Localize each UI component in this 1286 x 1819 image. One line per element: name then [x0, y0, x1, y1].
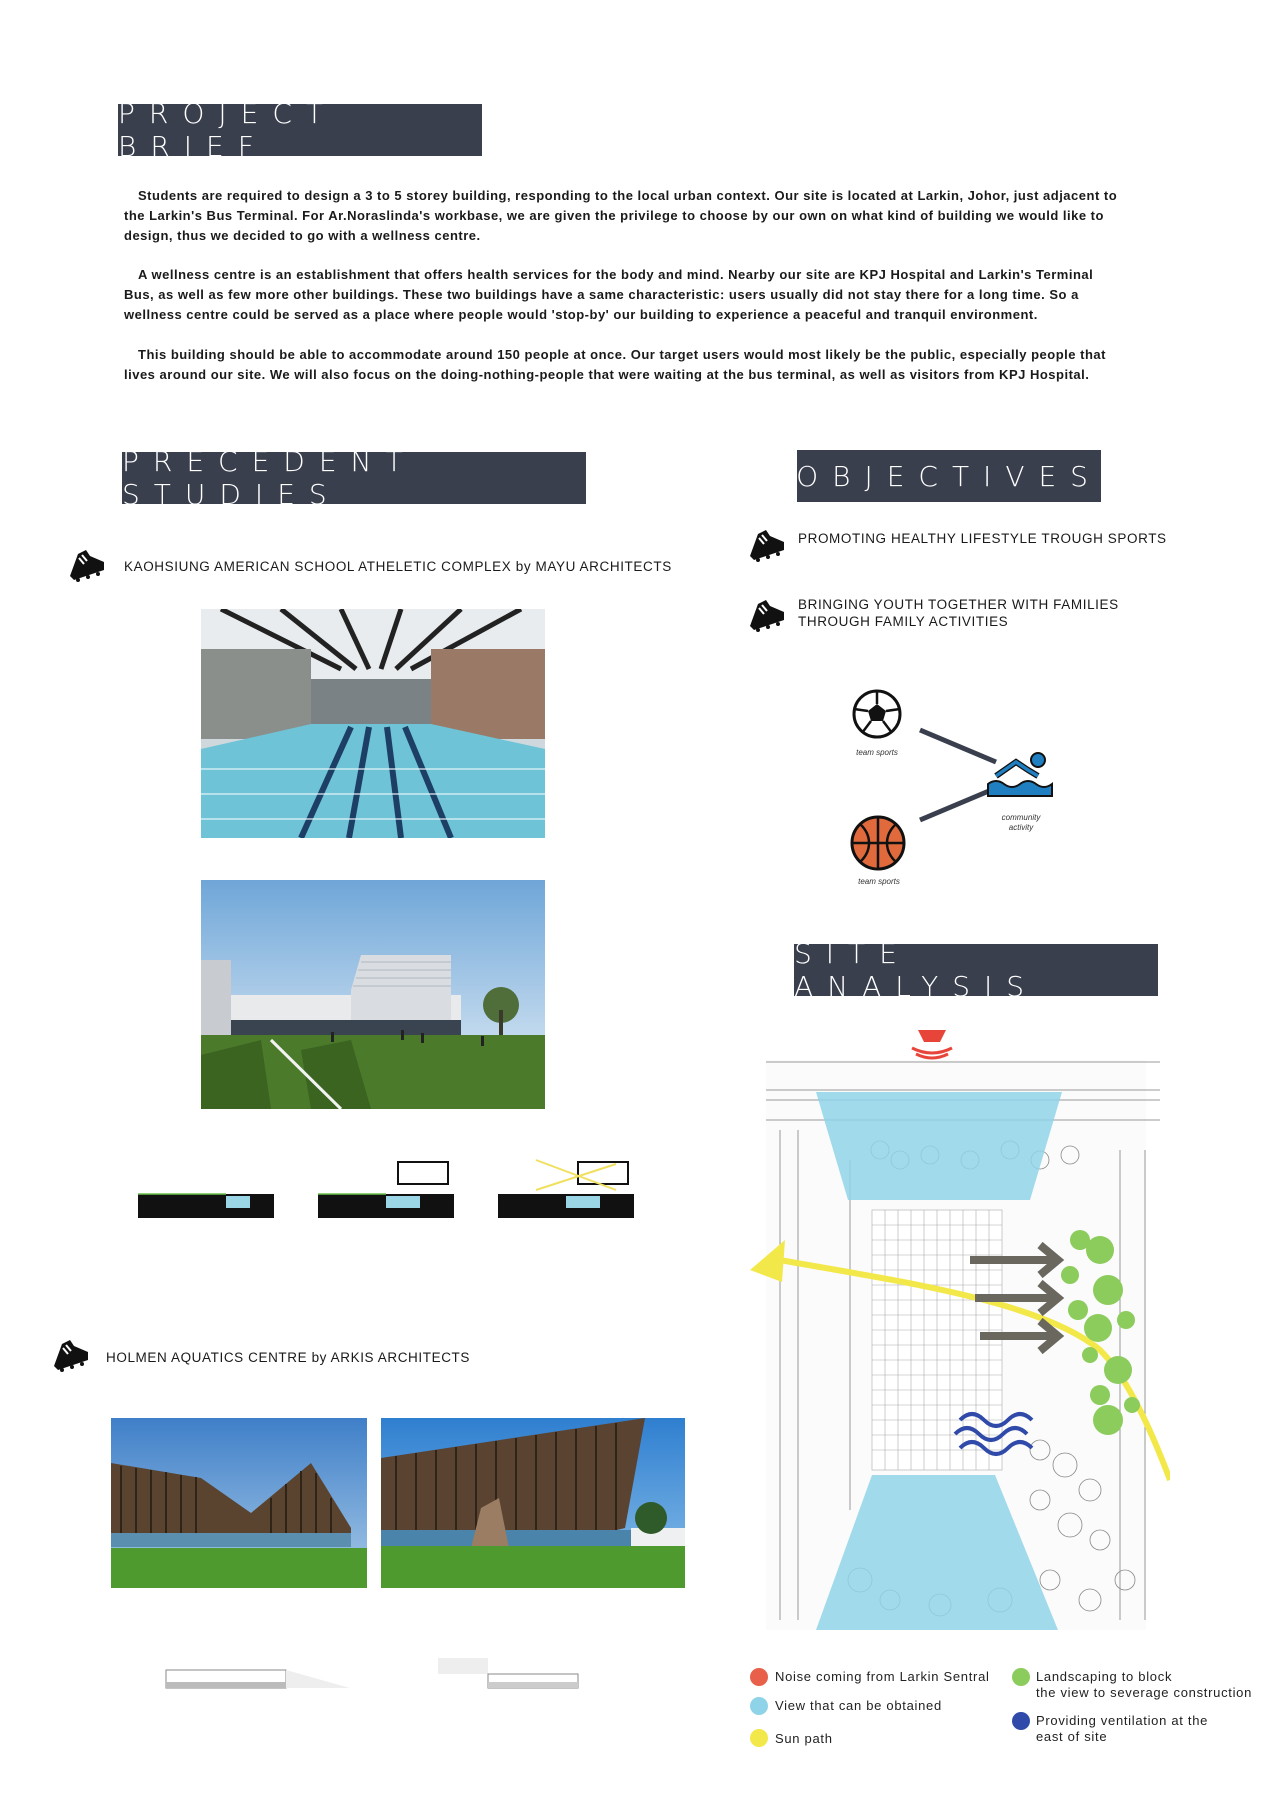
- noise-legend-dot: [750, 1668, 768, 1686]
- section-drawing-1: [160, 1660, 356, 1700]
- precedent-2-label: HOLMEN AQUATICS CENTRE by ARKIS ARCHITECTS: [106, 1350, 471, 1365]
- football-boot-icon: [64, 540, 110, 586]
- precedent-studies-title: PRECEDENT STUDIES: [122, 445, 417, 511]
- indoor-pool-photo: [201, 609, 545, 838]
- objective-2-line-2: THROUGH FAMILY ACTIVITIES: [798, 614, 1009, 629]
- view-legend-text: View that can be obtained: [775, 1698, 942, 1713]
- site-analysis-plan: [740, 1020, 1170, 1635]
- project-brief-header: [118, 97, 482, 163]
- precedent-1-label: KAOHSIUNG AMERICAN SCHOOL ATHELETIC COMPLEX by MAYU ARCHITECTS: [124, 559, 672, 574]
- objective-1: PROMOTING HEALTHY LIFESTYLE TROUGH SPORTS: [798, 531, 1167, 546]
- objectives-header: [797, 450, 1101, 502]
- football-boot-icon: [744, 520, 790, 566]
- sun-legend-text: Sun path: [775, 1731, 833, 1746]
- precedent-studies-header: [122, 445, 586, 511]
- objective-2-line-1: BRINGING YOUTH TOGETHER WITH FAMILIES: [798, 597, 1119, 612]
- aquatics-centre-photo-2: [381, 1418, 685, 1588]
- landscape-legend-text-2: the view to severage construction: [1036, 1685, 1253, 1700]
- brief-paragraph-3: This building should be able to accommodate around 150 people at once. Our target users would most likely be the public, especially people that lives around our site. We will also focus on the doing-nothing-people that were waiting at the bus terminal, as well as visitors from KPJ Hospital.: [124, 347, 1106, 382]
- landscape-legend-dot: [1012, 1668, 1030, 1686]
- football-boot-icon: [744, 590, 790, 636]
- football-boot-icon: [48, 1330, 94, 1376]
- ventilation-legend-text-1: Providing ventilation at the: [1036, 1713, 1209, 1728]
- section-drawing-2: [428, 1652, 588, 1700]
- brief-paragraph-1: Students are required to design a 3 to 5 storey building, responding to the local urban context. Our site is located at Larkin, Johor, just adjacent to the Larkin's Bus Terminal. For Ar.Noraslinda's workbase, we are given the privilege to choose by our own on what kind of building we would like to design, thus we decided to go with a wellness centre.: [124, 188, 1118, 243]
- noise-legend-text: Noise coming from Larkin Sentral: [775, 1669, 990, 1684]
- ventilation-legend-text-2: east of site: [1036, 1729, 1108, 1744]
- view-legend-dot: [750, 1697, 768, 1715]
- football-label: team sports: [856, 748, 898, 757]
- swimming-icon: [986, 748, 1056, 798]
- football-icon: [852, 689, 902, 739]
- landscape-legend-text-1: Landscaping to block: [1036, 1669, 1173, 1684]
- ventilation-legend-dot: [1012, 1712, 1030, 1730]
- site-analysis-title: SITE ANALYSIS: [794, 937, 1039, 1003]
- swimming-label-line-2: activity: [1008, 823, 1034, 832]
- project-brief-title: PROJECT BRIEF: [118, 97, 337, 163]
- swimming-label-line-1: community: [1001, 813, 1041, 822]
- brief-paragraph-2: A wellness centre is an establishment that offers health services for the body and mind. Nearby our site are KPJ Hospital and Larkin's Terminal Bus, as well as few more other buildings. These two buildings have a same characteristic: users usually did not stay there for a long time. So a wellness centre could be served as a place where people would 'stop-by' our building to experience a peaceful and tranquil environment.: [124, 267, 1094, 322]
- section-diagram-3: [496, 1150, 636, 1222]
- section-diagram-2: [316, 1150, 456, 1222]
- site-analysis-header: [794, 937, 1158, 1003]
- section-diagram-1: [136, 1150, 276, 1222]
- basketball-label: team sports: [858, 877, 900, 886]
- aquatics-centre-photo-1: [111, 1418, 367, 1588]
- objectives-title: OBJECTIVES: [796, 459, 1102, 493]
- basketball-icon: [850, 815, 906, 871]
- sports-field-photo: [201, 880, 545, 1109]
- sun-legend-dot: [750, 1729, 768, 1747]
